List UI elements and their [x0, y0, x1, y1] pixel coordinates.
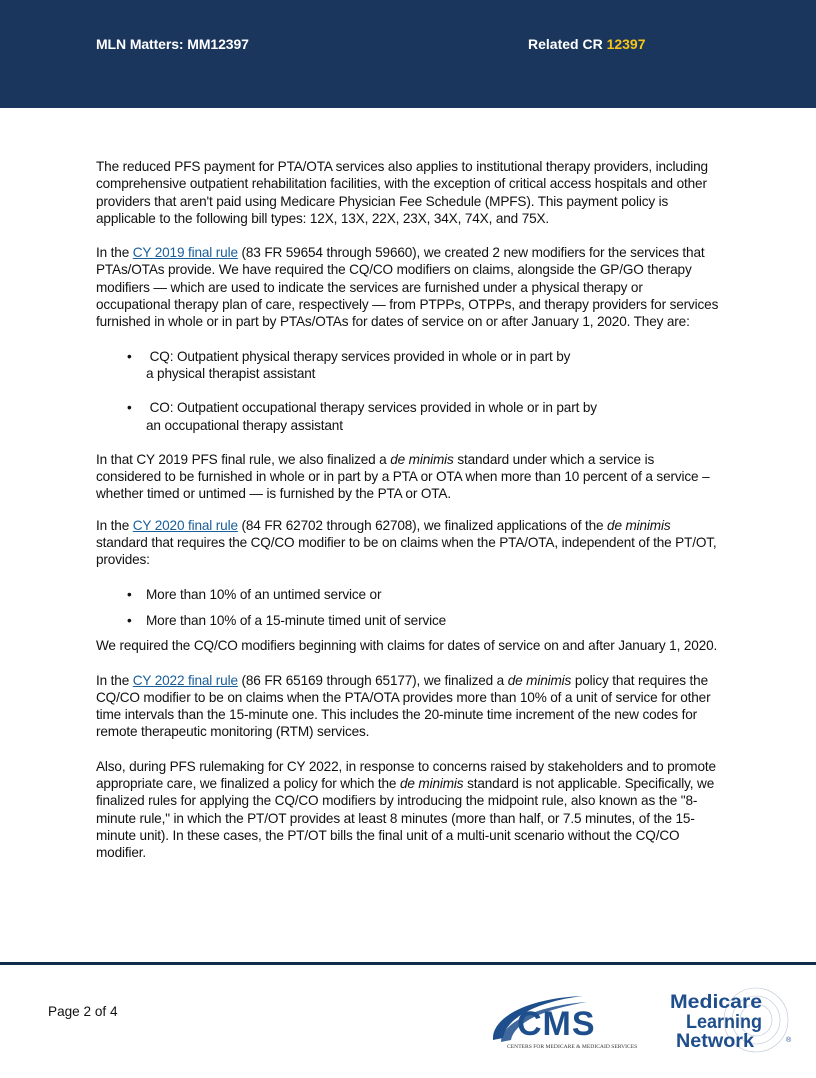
text: standard that requires the CQ/CO modifier to be on claims when the PTA/OTA, independent of the PT/OT, provides:	[96, 535, 717, 568]
text: (84 FR 62702 through 62708), we finalized applications of the	[237, 517, 608, 533]
mln-orbit-icon	[668, 984, 798, 1060]
list-item-text: More than 10% of an untimed service or	[146, 586, 382, 602]
list-item-cq	[96, 348, 720, 383]
mln-matters-number: MLN Matters: MM12397	[96, 36, 249, 52]
text: standard is not applicable. Specifically, we finalized rules for applying the CQ/CO modifiers by introducing the midpoint rule, also known as the "8-minute rule," in which the PT/OT provides at least 8 minutes (more than half, or 7.5 minutes, of the 15-minute unit). In these cases, the PT/OT bills the final unit of a multi-unit scenario without the CQ/CO modifier.	[96, 776, 715, 861]
svg-text:Learning: Learning	[686, 1012, 762, 1033]
bullet-icon: •	[127, 586, 132, 602]
text: (83 FR 59654 through 59660), we created 2 new modifiers for the services that PTAs/OTAs provide. We have required the CQ/CO modifiers on claims, alongside the GP/GO therapy modifiers — which are used to indicate the services are furnished under a physical therapy or occupational therapy plan of care, respectively — from PTPPs, OTPPs, and therapy providers for services furnished in whole or in part by PTAs/OTAs for dates of service on or after January 1, 2020. They are:	[96, 245, 719, 330]
svg-text:CENTERS FOR MEDICARE & MEDICAI: CENTERS FOR MEDICARE & MEDICAID SERVICES	[507, 1044, 638, 1050]
list-item-text: CO: Outpatient occupational therapy services provided in whole or in part by	[146, 400, 597, 416]
text: (86 FR 65169 through 65177), we finalized a	[237, 672, 508, 688]
text: In the	[96, 672, 133, 688]
de-minimis-list	[96, 586, 720, 630]
text: Also, during PFS rulemaking for CY 2022, in response to concerns raised by stakeholders and to promote appropriate care, we finalized a policy for which the	[96, 758, 716, 792]
italic-term: de minimis	[390, 451, 454, 467]
text: In that CY 2019 PFS final rule, we also finalized a	[96, 451, 391, 467]
list-item-text: an occupational therapy assistant	[146, 417, 343, 433]
svg-text:Medicare: Medicare	[670, 992, 762, 1013]
bullet-icon: •	[127, 348, 132, 364]
related-cr-label: Related CR	[528, 36, 607, 52]
svg-text:CMS: CMS	[517, 1005, 596, 1043]
modifier-list	[96, 348, 720, 434]
paragraph-cy2019-rule	[96, 244, 720, 330]
cms-logo	[487, 990, 657, 1054]
page-number: Page 2 of 4	[48, 1004, 118, 1019]
medicare-learning-network-logo	[668, 984, 798, 1060]
list-item-timed	[96, 612, 720, 629]
italic-term: de minimis	[507, 672, 572, 688]
paragraph-institutional-providers: The reduced PFS payment for PTA/OTA services also applies to institutional therapy providers, including comprehensive outpatient rehabilitation facilities, with the exception of critical access hospitals and other providers that aren't paid using Medicare Physician Fee Schedule (MPFS). This payment policy is applicable to the following bill types: 12X, 13X, 22X, 23X, 34X, 74X, and 75X.	[96, 159, 708, 226]
text: policy that requires the CQ/CO modifier to be on claims when the PTA/OTA provides more than 10% of a unit of service for other time intervals than the 15-minute one. This includes the 20-minute time increment of the new codes for remote therapeutic monitoring (RTM) services.	[96, 672, 711, 740]
list-item-text: More than 10% of a 15-minute timed unit of service	[146, 612, 447, 628]
related-cr-number: 12397	[606, 36, 646, 52]
list-item-text: CQ: Outpatient physical therapy services provided in whole or in part by	[146, 348, 571, 364]
svg-text:®: ®	[786, 1037, 792, 1044]
related-cr	[528, 36, 646, 52]
bullet-icon: •	[127, 612, 132, 628]
list-item-text: a physical therapist assistant	[146, 365, 316, 381]
list-item-co	[96, 399, 720, 434]
cy2022-final-rule-link[interactable]: CY 2022 final rule	[132, 672, 238, 688]
italic-term: de minimis	[607, 517, 671, 533]
bullet-icon: •	[127, 400, 132, 416]
text: In the	[96, 245, 133, 261]
cy2019-final-rule-link[interactable]: CY 2019 final rule	[132, 245, 238, 261]
list-item-untimed	[96, 586, 720, 603]
paragraph-cy2020-rule	[96, 517, 720, 569]
text: standard under which a service is considered to be furnished in whole or in part by a PTA or OTA when more than 10 percent of a service – whether timed or untimed — is furnished by the PTA or OTA.	[96, 451, 710, 502]
paragraph-cy2022-rule	[96, 672, 720, 741]
paragraph-8-minute-rule	[96, 758, 720, 862]
paragraph-modifiers-required: We required the CQ/CO modifiers beginning with claims for dates of service on and after January 1, 2020.	[96, 638, 718, 654]
footer-divider	[0, 962, 816, 965]
svg-text:Network: Network	[676, 1031, 755, 1052]
paragraph-de-minimis-standard	[96, 451, 720, 503]
text: In the	[96, 517, 133, 533]
italic-term: de minimis	[399, 776, 464, 792]
cms-swoosh-icon	[487, 990, 657, 1054]
cy2020-final-rule-link[interactable]: CY 2020 final rule	[132, 517, 238, 533]
document-header	[0, 0, 816, 108]
document-body	[96, 158, 720, 862]
